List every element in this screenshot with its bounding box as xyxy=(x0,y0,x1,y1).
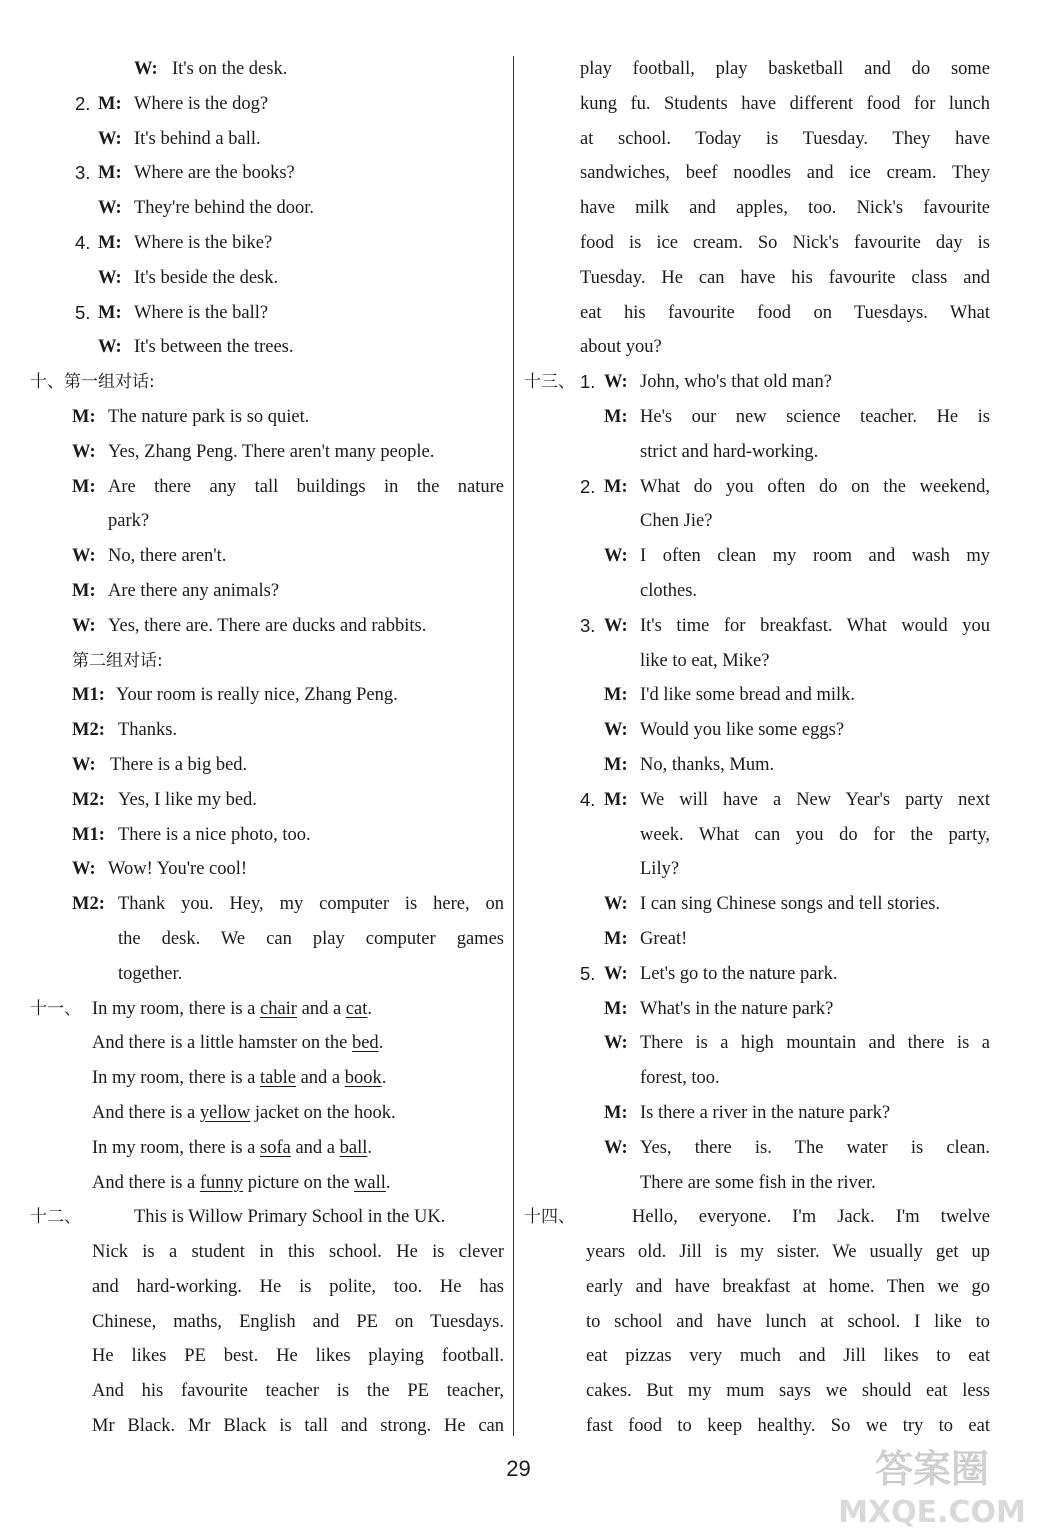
watermark-text: 答案圈 xyxy=(874,1447,990,1491)
dialogue-line: W: No, there aren't. xyxy=(72,546,227,567)
answer-blank: wall xyxy=(354,1172,386,1193)
dialogue-line: 3. M: Where are the books? xyxy=(75,162,295,184)
dialogue-line: M2: Thanks. xyxy=(72,720,178,741)
section-12-label: 十二、 xyxy=(30,1207,81,1228)
watermark-logo xyxy=(837,1438,1027,1530)
section-14-label: 十四、 xyxy=(524,1207,575,1228)
dialogue-line: forest, too. xyxy=(640,1068,720,1089)
dialogue-line: 3. W: It's time for breakfast. What would you xyxy=(580,614,990,636)
poem-line: And there is a yellow jacket on the hook. xyxy=(92,1102,396,1123)
dialogue-line: together. xyxy=(118,963,183,984)
paragraph-line: to school and have lunch at school. I like to xyxy=(586,1311,990,1332)
dialogue-line: W: It's on the desk. xyxy=(134,59,288,79)
dialogue-line: W: There is a high mountain and there is a xyxy=(604,1033,990,1054)
section-11 xyxy=(30,992,506,1201)
dialogue-line: M: No, thanks, Mum. xyxy=(604,754,775,775)
dialogue-line: M1: There is a nice photo, too. xyxy=(72,824,311,845)
dialogue-line: W: It's beside the desk. xyxy=(98,267,279,288)
poem-line: And there is a funny picture on the wall. xyxy=(92,1172,391,1193)
dialogue-line: M: Are there any animals? xyxy=(72,580,280,601)
section-10 xyxy=(30,365,506,991)
answer-blank: chair xyxy=(260,998,297,1019)
dialogue-line: 5. W: Let's go to the nature park. xyxy=(580,962,838,984)
answer-blank: ball xyxy=(339,1137,368,1158)
column-divider xyxy=(513,56,514,1436)
dialogue-line: M: Are there any tall buildings in the nature xyxy=(72,476,504,497)
answer-blank: funny xyxy=(199,1172,244,1193)
paragraph-line: Nick is a student in this school. He is clever xyxy=(92,1242,504,1263)
paragraph-line: eat pizzas very much and Jill likes to eat xyxy=(586,1346,990,1367)
group-2-label: 第二组对话: xyxy=(72,650,163,671)
dialogue-line: W: Wow! You're cool! xyxy=(72,859,248,880)
section-13 xyxy=(524,365,994,1200)
paragraph-line: 十二、 This is Willow Primary School in the UK. xyxy=(30,1200,506,1235)
paragraph-line: Tuesday. He can have his favourite class and xyxy=(580,267,990,288)
dialogue-line: like to eat, Mike? xyxy=(640,650,770,671)
dialogue-line: week. What can you do for the party, xyxy=(640,824,990,845)
answer-blank: table xyxy=(260,1068,296,1089)
paragraph-line: 十四、 Hello, everyone. I'm Jack. I'm twelve xyxy=(524,1200,994,1235)
paragraph-line: cakes. But my mum says we should eat less xyxy=(586,1381,990,1402)
paragraph-line: fast food to keep healthy. So we try to eat xyxy=(586,1416,990,1437)
dialogue-line: 4. M: Where is the bike? xyxy=(75,231,273,253)
paragraph-line: years old. Jill is my sister. We usually get up xyxy=(586,1242,990,1263)
paragraph-line: Chinese, maths, English and PE on Tuesdays. xyxy=(92,1311,504,1332)
section-12 xyxy=(30,1200,506,1444)
answer-blank: sofa xyxy=(260,1137,291,1158)
paragraph-line: early and have breakfast at home. Then we go xyxy=(586,1276,990,1297)
dialogue-line: M: The nature park is so quiet. xyxy=(72,406,310,427)
paragraph-line: eat his favourite food on Tuesdays. What xyxy=(580,302,990,323)
dialogue-line: W: It's between the trees. xyxy=(98,337,294,358)
dialogue-line: W: There is a big bed. xyxy=(72,754,248,775)
dialogue-line: 4. M: We will have a New Year's party next xyxy=(580,788,990,810)
poem-line: 十一、 In my room, there is a chair and a cat. xyxy=(30,992,506,1027)
paragraph-line: about you? xyxy=(580,337,662,358)
paragraph-line: at school. Today is Tuesday. They have xyxy=(580,128,990,149)
paragraph-line: Mr Black. Mr Black is tall and strong. He can xyxy=(92,1416,504,1437)
paragraph-line: kung fu. Students have different food for lunch xyxy=(580,93,990,114)
dialogue-line: 2. M: Where is the dog? xyxy=(75,92,269,114)
paragraph-line: play football, play basketball and do some xyxy=(580,59,990,79)
dialogue-line: M2: Thank you. Hey, my computer is here, on xyxy=(72,894,504,915)
dialogue-line: 十三、 1. W: John, who's that old man? xyxy=(524,365,994,400)
dialogue-line: W: Yes, there are. There are ducks and rabbits. xyxy=(72,615,427,636)
dialogue-line: W: It's behind a ball. xyxy=(98,128,261,149)
paragraph-line: And his favourite teacher is the PE teacher, xyxy=(92,1381,504,1402)
poem-line: And there is a little hamster on the bed. xyxy=(92,1033,384,1054)
dialogue-line: There are some fish in the river. xyxy=(640,1172,876,1193)
poem-line: In my room, there is a table and a book. xyxy=(92,1068,387,1089)
dialogue-line: park? xyxy=(108,511,150,532)
answer-blank: book xyxy=(344,1068,382,1089)
dialogue-line: 2. M: What do you often do on the weekend, xyxy=(580,475,990,497)
dialogue-line: 5. M: Where is the ball? xyxy=(75,301,269,323)
page-number: 29 xyxy=(506,1456,531,1481)
answer-blank: cat xyxy=(345,998,368,1019)
dialogue-line: Lily? xyxy=(640,859,680,880)
section-10-label: 十、第一组对话: xyxy=(30,372,155,393)
section-11-label: 十一、 xyxy=(30,998,81,1019)
section-14 xyxy=(524,1200,994,1444)
dialogue-line: M2: Yes, I like my bed. xyxy=(72,789,257,810)
section-12-continued xyxy=(524,52,994,365)
poem-line: In my room, there is a sofa and a ball. xyxy=(92,1137,373,1158)
dialogue-line: M: I'd like some bread and milk. xyxy=(604,685,855,706)
paragraph-line: and hard-working. He is polite, too. He has xyxy=(92,1276,504,1297)
dialogue-line: W: I often clean my room and wash my xyxy=(604,546,990,567)
dialogue-line: strict and hard-working. xyxy=(640,441,819,462)
dialogue-line: W: I can sing Chinese songs and tell stories. xyxy=(604,894,941,915)
dialogue-line: W: They're behind the door. xyxy=(98,198,315,219)
paragraph-line: have milk and apples, too. Nick's favourite xyxy=(580,198,990,219)
paragraph-line: food is ice cream. So Nick's favourite day is xyxy=(580,232,990,253)
watermark-url: MXQE.COM xyxy=(838,1495,1026,1530)
dialogue-line: M1: Your room is really nice, Zhang Peng. xyxy=(72,685,398,706)
right-column xyxy=(524,52,994,1444)
dialogue-line: M: Great! xyxy=(604,928,688,949)
dialogue-line: M: What's in the nature park? xyxy=(604,998,834,1019)
dialogue-list xyxy=(30,52,506,365)
section-13-label: 十三、 xyxy=(524,372,575,393)
dialogue-line: clothes. xyxy=(640,580,698,601)
dialogue-line: the desk. We can play computer games xyxy=(118,928,504,949)
dialogue-line: M: Is there a river in the nature park? xyxy=(604,1102,891,1123)
answer-blank: yellow xyxy=(199,1102,251,1123)
dialogue-line: W: Yes, Zhang Peng. There aren't many people. xyxy=(72,441,435,462)
paragraph-line: sandwiches, beef noodles and ice cream. They xyxy=(580,163,990,184)
dialogue-line: M: He's our new science teacher. He is xyxy=(604,406,990,427)
left-column xyxy=(30,52,506,1444)
dialogue-line: W: Yes, there is. The water is clean. xyxy=(604,1137,990,1158)
paragraph-line: He likes PE best. He likes playing football. xyxy=(92,1346,504,1367)
dialogue-line: W: Would you like some eggs? xyxy=(604,720,845,741)
dialogue-line: Chen Jie? xyxy=(640,511,713,532)
answer-blank: bed xyxy=(351,1033,379,1054)
